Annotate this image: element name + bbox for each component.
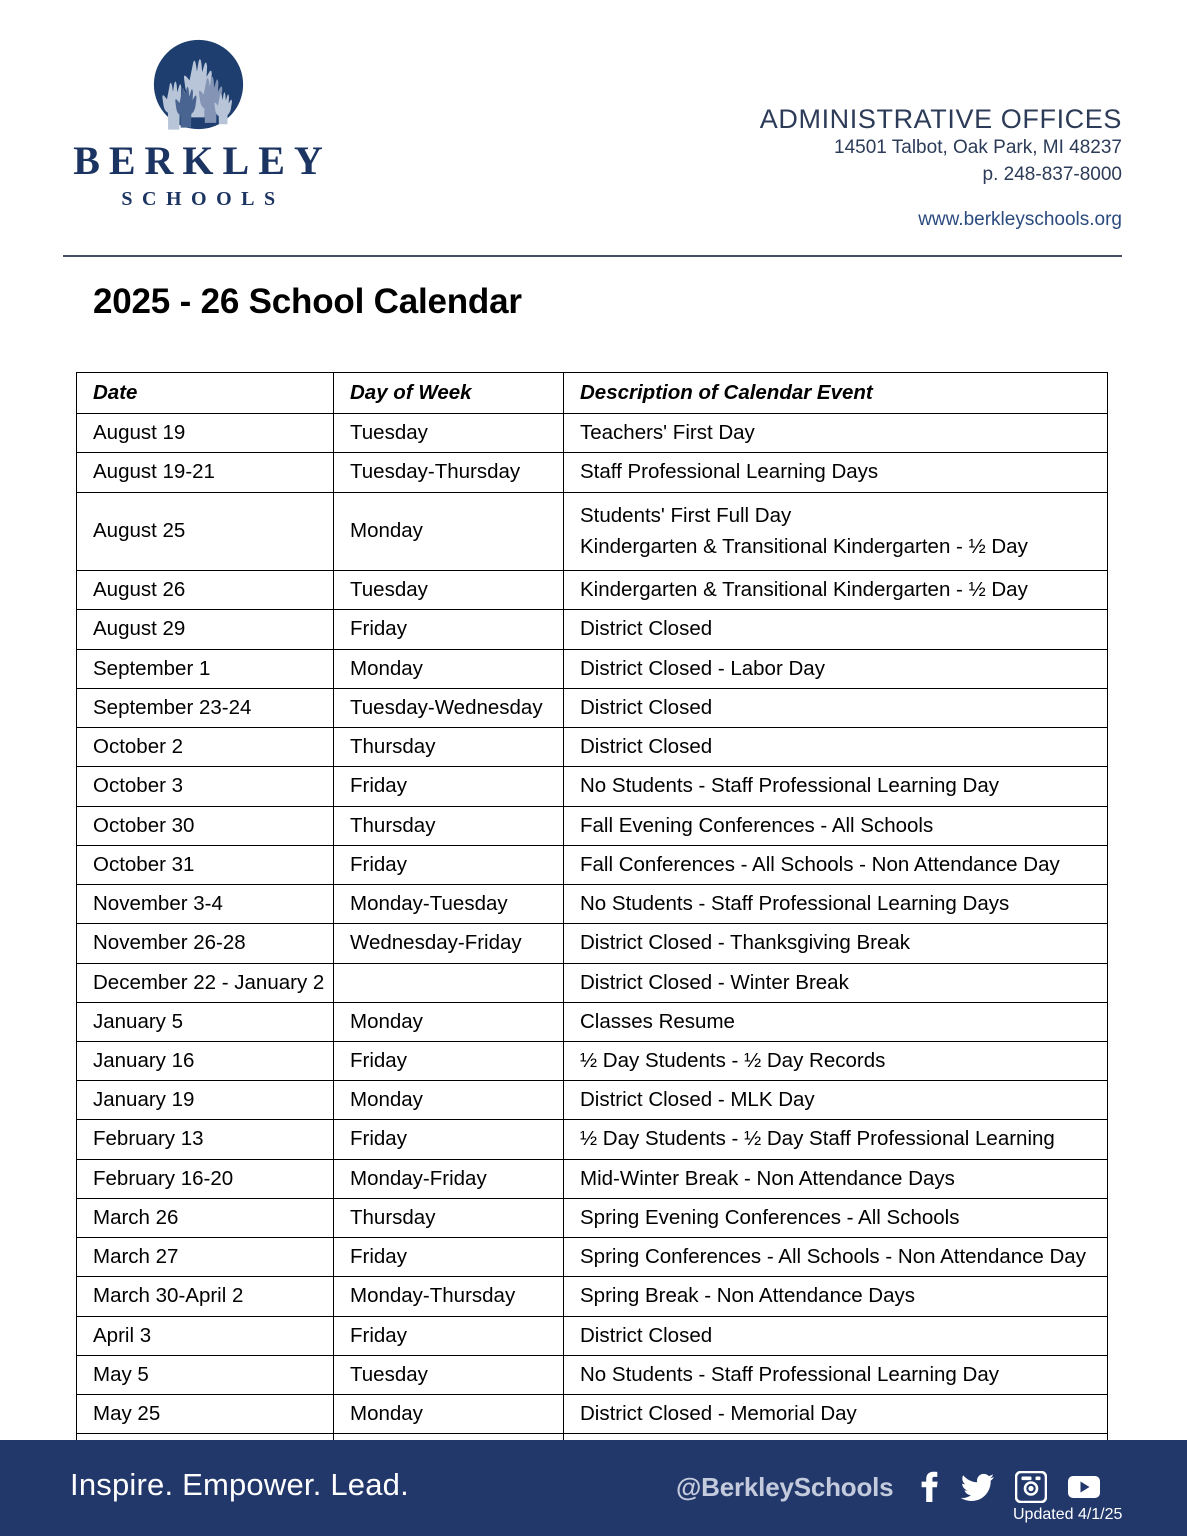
raised-hands-logo-icon — [150, 36, 247, 133]
cell-date: January 16 — [77, 1041, 334, 1080]
calendar-table-body — [77, 414, 1108, 1473]
description-line: No Students - Staff Professional Learning Days — [580, 892, 1010, 916]
cell-description — [564, 1041, 1108, 1080]
description-line: District Closed - Winter Break — [580, 970, 849, 994]
table-row — [77, 571, 1108, 610]
page-header — [0, 0, 1187, 244]
cell-day-of-week: Friday — [334, 845, 564, 884]
cell-date: February 13 — [77, 1120, 334, 1159]
table-row — [77, 767, 1108, 806]
table-row — [77, 963, 1108, 1002]
contact-address: 14501 Talbot, Oak Park, MI 48237 — [834, 137, 1122, 159]
cell-day-of-week: Wednesday-Friday — [334, 924, 564, 963]
column-header-day: Day of Week — [334, 373, 564, 414]
table-row — [77, 1277, 1108, 1316]
cell-date: February 16-20 — [77, 1159, 334, 1198]
calendar-table — [76, 372, 1108, 1474]
cell-date: May 25 — [77, 1395, 334, 1434]
table-row — [77, 610, 1108, 649]
table-row — [77, 885, 1108, 924]
cell-description — [564, 414, 1108, 453]
social-handle: @BerkleySchools — [676, 1471, 894, 1502]
description-line: District Closed - Memorial Day — [580, 1402, 857, 1426]
description-line: District Closed — [580, 695, 713, 719]
cell-date: August 26 — [77, 571, 334, 610]
cell-day-of-week: Monday — [334, 649, 564, 688]
youtube-icon[interactable] — [1067, 1474, 1101, 1500]
cell-description — [564, 1198, 1108, 1237]
description-line: District Closed — [580, 617, 713, 641]
cell-date: March 27 — [77, 1238, 334, 1277]
cell-day-of-week: Tuesday — [334, 414, 564, 453]
footer-social-group — [676, 1470, 1121, 1504]
description-line: No Students - Staff Professional Learning Day — [580, 774, 999, 798]
cell-description — [564, 649, 1108, 688]
calendar-table-wrapper — [76, 372, 1107, 1474]
logo-sub-wordmark: SCHOOLS — [121, 188, 285, 210]
cell-day-of-week: Tuesday — [334, 1355, 564, 1394]
table-row — [77, 414, 1108, 453]
description-line: Fall Evening Conferences - All Schools — [580, 813, 934, 837]
cell-day-of-week: Friday — [334, 1041, 564, 1080]
table-row — [77, 453, 1108, 492]
description-line: Students' First Full Day — [580, 503, 792, 527]
cell-date: August 19 — [77, 414, 334, 453]
cell-day-of-week: Thursday — [334, 806, 564, 845]
table-row — [77, 1316, 1108, 1355]
cell-date: May 5 — [77, 1355, 334, 1394]
cell-day-of-week: Tuesday-Thursday — [334, 453, 564, 492]
contact-title: ADMINISTRATIVE OFFICES — [759, 104, 1122, 134]
description-line: District Closed — [580, 735, 713, 759]
table-row — [77, 1002, 1108, 1041]
cell-day-of-week: Monday-Tuesday — [334, 885, 564, 924]
cell-date: August 25 — [77, 492, 334, 570]
description-line: ½ Day Students - ½ Day Records — [580, 1048, 886, 1072]
cell-date: April 3 — [77, 1316, 334, 1355]
table-header-row — [77, 373, 1108, 414]
table-row — [77, 1198, 1108, 1237]
cell-day-of-week: Monday-Thursday — [334, 1277, 564, 1316]
cell-description — [564, 1081, 1108, 1120]
table-row — [77, 1120, 1108, 1159]
cell-description — [564, 1002, 1108, 1041]
logo-wordmark: BERKLEY — [73, 138, 332, 183]
cell-date: January 19 — [77, 1081, 334, 1120]
cell-day-of-week: Tuesday-Wednesday — [334, 688, 564, 727]
cell-date: November 26-28 — [77, 924, 334, 963]
cell-description — [564, 1120, 1108, 1159]
cell-day-of-week: Friday — [334, 1120, 564, 1159]
cell-date: August 19-21 — [77, 453, 334, 492]
cell-day-of-week: Monday — [334, 1002, 564, 1041]
header-divider — [63, 255, 1122, 257]
cell-date: September 23-24 — [77, 688, 334, 727]
facebook-icon[interactable] — [915, 1470, 941, 1504]
cell-date: October 3 — [77, 767, 334, 806]
table-row — [77, 1238, 1108, 1277]
cell-day-of-week: Tuesday — [334, 571, 564, 610]
description-line: Classes Resume — [580, 1009, 735, 1033]
cell-description — [564, 806, 1108, 845]
cell-description — [564, 1316, 1108, 1355]
cell-date: November 3-4 — [77, 885, 334, 924]
cell-description — [564, 1238, 1108, 1277]
cell-description — [564, 963, 1108, 1002]
description-line: Staff Professional Learning Days — [580, 460, 879, 484]
description-line: Fall Conferences - All Schools - Non Attendance Day — [580, 852, 1060, 876]
contact-block — [760, 103, 1122, 231]
cell-description — [564, 492, 1108, 570]
description-line: District Closed - Labor Day — [580, 656, 825, 680]
table-row — [77, 806, 1108, 845]
cell-description — [564, 1355, 1108, 1394]
cell-description — [564, 924, 1108, 963]
contact-website-link[interactable]: www.berkleyschools.org — [918, 209, 1122, 231]
description-line: ½ Day Students - ½ Day Staff Professional Learning — [580, 1127, 1055, 1151]
description-line: Spring Evening Conferences - All Schools — [580, 1205, 960, 1229]
description-line: District Closed — [580, 1323, 713, 1347]
cell-date: October 31 — [77, 845, 334, 884]
cell-day-of-week: Friday — [334, 1238, 564, 1277]
description-line: District Closed - MLK Day — [580, 1088, 815, 1112]
description-line: Teachers' First Day — [580, 421, 755, 445]
cell-day-of-week: Monday-Friday — [334, 1159, 564, 1198]
footer-tagline: Inspire. Empower. Lead. — [70, 1467, 409, 1502]
cell-day-of-week: Thursday — [334, 728, 564, 767]
table-row — [77, 1159, 1108, 1198]
description-line: Mid-Winter Break - Non Attendance Days — [580, 1166, 955, 1190]
footer-bar — [0, 1440, 1187, 1536]
table-row — [77, 1355, 1108, 1394]
twitter-icon[interactable] — [961, 1470, 995, 1504]
cell-date: August 29 — [77, 610, 334, 649]
table-row — [77, 1041, 1108, 1080]
instagram-icon[interactable] — [1015, 1471, 1047, 1503]
cell-day-of-week: Friday — [334, 610, 564, 649]
page-title: 2025 - 26 School Calendar — [93, 282, 522, 321]
table-row — [77, 649, 1108, 688]
cell-day-of-week: Monday — [334, 1395, 564, 1434]
cell-date: October 2 — [77, 728, 334, 767]
cell-description — [564, 845, 1108, 884]
description-line: District Closed - Thanksgiving Break — [580, 931, 911, 955]
cell-date: October 30 — [77, 806, 334, 845]
cell-description — [564, 1395, 1108, 1434]
table-row — [77, 1395, 1108, 1434]
cell-description — [564, 610, 1108, 649]
description-line: Spring Break - Non Attendance Days — [580, 1284, 916, 1308]
description-line: Kindergarten & Transitional Kindergarten - ½ Day — [580, 578, 1028, 602]
table-row — [77, 492, 1108, 570]
column-header-description: Description of Calendar Event — [564, 373, 1108, 414]
cell-day-of-week: Friday — [334, 767, 564, 806]
cell-date: December 22 - January 2 — [77, 963, 334, 1002]
column-header-date: Date — [77, 373, 334, 414]
cell-description — [564, 767, 1108, 806]
cell-date: March 30-April 2 — [77, 1277, 334, 1316]
table-row — [77, 688, 1108, 727]
cell-description — [564, 728, 1108, 767]
cell-day-of-week: Thursday — [334, 1198, 564, 1237]
updated-date: Updated 4/1/25 — [1013, 1506, 1123, 1523]
table-row — [77, 845, 1108, 884]
cell-day-of-week — [334, 963, 564, 1002]
cell-description — [564, 453, 1108, 492]
cell-date: March 26 — [77, 1198, 334, 1237]
district-logo — [63, 36, 333, 211]
cell-description — [564, 1277, 1108, 1316]
cell-date: September 1 — [77, 649, 334, 688]
cell-day-of-week: Friday — [334, 1316, 564, 1355]
contact-phone: p. 248-837-8000 — [982, 164, 1122, 186]
table-row — [77, 924, 1108, 963]
cell-date: January 5 — [77, 1002, 334, 1041]
cell-description — [564, 688, 1108, 727]
description-line: Spring Conferences - All Schools - Non Attendance Day — [580, 1245, 1086, 1269]
description-line: No Students - Staff Professional Learning Day — [580, 1362, 999, 1386]
cell-description — [564, 571, 1108, 610]
description-line: Kindergarten & Transitional Kindergarten - ½ Day — [580, 534, 1028, 558]
cell-day-of-week: Monday — [334, 492, 564, 570]
cell-description — [564, 885, 1108, 924]
table-row — [77, 1081, 1108, 1120]
cell-description — [564, 1159, 1108, 1198]
table-row — [77, 728, 1108, 767]
cell-day-of-week: Monday — [334, 1081, 564, 1120]
